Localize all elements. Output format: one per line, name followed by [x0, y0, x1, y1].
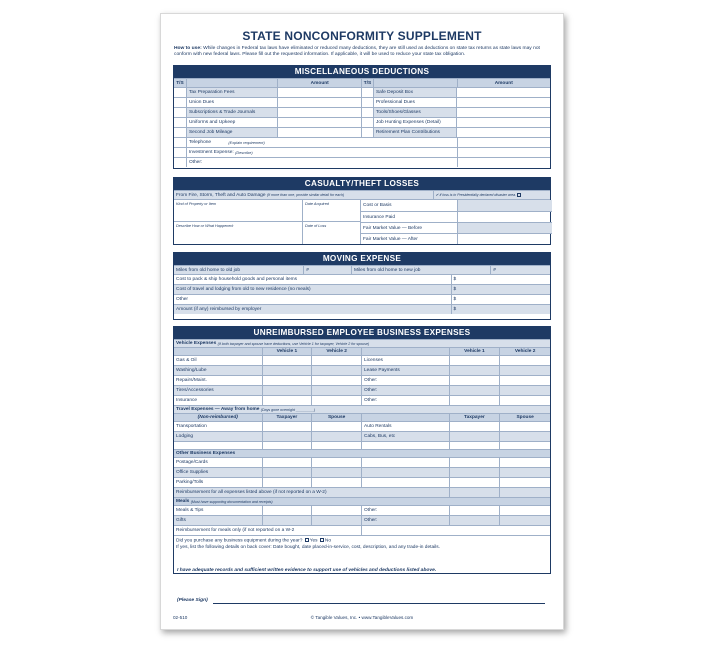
unreimbursed-section: [173, 326, 551, 574]
moving-section: [173, 252, 551, 320]
amount-header-left: Amount: [277, 79, 361, 87]
equipment-row: [174, 535, 550, 551]
yes-checkbox[interactable]: [305, 538, 309, 542]
amount-field[interactable]: [457, 200, 553, 211]
misc-row: Second Job Mileage Retirement Plan Contributions: [174, 127, 550, 137]
casualty-from-row: [174, 190, 550, 199]
biz-row: Office Supplies: [174, 467, 550, 477]
amount-header-right: Amount: [457, 79, 551, 87]
vehicle-row: Tires/Accessories Other:: [174, 385, 550, 395]
biz-row: Postage/Cards: [174, 457, 550, 467]
amount-field[interactable]: [277, 108, 361, 117]
telephone-row: [174, 137, 550, 147]
other-business-label: Other Business Expenses: [176, 451, 236, 456]
other-label: Other:: [186, 158, 457, 167]
amount-field[interactable]: [457, 158, 551, 167]
moving-row: Cost of travel and lodging from old to new residence (no meals) $: [174, 284, 550, 294]
how-to-label: How to use:: [174, 46, 202, 51]
travel-header-row: (Non-reimbursed) Taxpayer Spouse Taxpayer Spouse: [174, 413, 550, 421]
casualty-heading: CASUALTY/THEFT LOSSES: [174, 178, 550, 190]
amount-field[interactable]: [277, 98, 361, 107]
meals-note: (Must have supporting documentation and receipts): [190, 499, 273, 504]
casualty-from-note: (If more than one, provide similar detail for each): [266, 193, 345, 197]
disaster-checkbox[interactable]: [517, 193, 521, 197]
vehicle-note: (If both taxpayer and spouse have deductions, use Vehicle 1 for taxpayer, Vehicle 2 for spouse): [217, 341, 370, 346]
date-of-loss-label: Date of Loss: [302, 222, 360, 244]
other-business-row: [174, 449, 550, 457]
investment-label: Investment Expense:: [188, 150, 234, 155]
ts-header-left: T/S: [176, 80, 184, 86]
vehicle-expenses-row: [174, 339, 550, 347]
reimb-meals-row: [174, 525, 550, 535]
amount-field[interactable]: [277, 88, 361, 97]
amount-field[interactable]: [457, 212, 553, 222]
misc-deductions-section: [173, 65, 551, 169]
reimb-meals-label: Reimbursement for meals only (if not reported on a W-2: [176, 528, 295, 533]
amount-field[interactable]: [456, 88, 550, 97]
investment-note: (Describe): [235, 150, 253, 155]
telephone-label: Telephone: [188, 140, 212, 145]
amount-field[interactable]: [456, 128, 550, 137]
telephone-note: (Explain requirement): [228, 140, 265, 145]
amount-field[interactable]: [457, 223, 553, 233]
moving-row: Amount (if any) reimbursed by employer $: [174, 304, 550, 314]
meals-row: Meals & Tips Other:: [174, 505, 550, 515]
form-title: STATE NONCONFORMITY SUPPLEMENT: [242, 29, 482, 43]
travel-expenses-label: Travel Expenses — Away from home: [176, 407, 260, 412]
please-sign-label: (Please Sign): [177, 598, 208, 603]
misc-row: Union Dues Professional Dues: [174, 97, 550, 107]
misc-row: Tax Preparation Fees Safe Deposit Box: [174, 87, 550, 97]
form-sheet: [160, 13, 564, 630]
misc-row: Subscriptions & Trade Journals Tools/Shoes/Glasses: [174, 107, 550, 117]
purchase-question: Did you purchase any business equipment during the year?: [176, 538, 303, 544]
disaster-note: ✔ if loss is in Presidentially declared disaster area.: [435, 193, 517, 197]
amount-field[interactable]: [456, 98, 550, 107]
attestation: I have adequate records and sufficient written evidence to support use of vehicles and deductions listed above.: [177, 568, 437, 573]
meals-row: Gifts Other:: [174, 515, 550, 525]
no-label: No: [324, 538, 332, 544]
moving-row: Cost to pack & ship household goods and personal items $: [174, 274, 550, 284]
misc-header-row: [174, 78, 550, 87]
amount-field[interactable]: [457, 138, 551, 147]
reimb-all-row: [174, 487, 550, 497]
meals-label: Meals: [176, 499, 190, 504]
yes-label: Yes: [309, 538, 318, 544]
investment-row: [174, 147, 550, 157]
vehicle-expenses-label: Vehicle Expenses: [176, 341, 217, 346]
signature-line[interactable]: [213, 603, 545, 604]
date-acquired-label: Date Acquired: [302, 200, 360, 221]
vehicle-row: Insurance Other:: [174, 395, 550, 405]
how-to-use: [174, 46, 550, 59]
travel-note: (Days gone overnight _________): [260, 407, 316, 412]
vehicle-row: Washing/Lube Lease Payments: [174, 365, 550, 375]
amount-field[interactable]: [456, 108, 550, 117]
if-yes-instructions: If yes, list the following details on back cover: Date bought, date placed-in-service, cost, description, and any trade-in details.: [176, 545, 440, 551]
unreimbursed-heading: UNREIMBURSED EMPLOYEE BUSINESS EXPENSES: [174, 327, 550, 339]
travel-row: Lodging Cabs, Bus, etc: [174, 431, 550, 441]
copyright: © Tangible Values, Inc. • www.TangibleValues.com: [310, 615, 414, 620]
kind-of-property-label: Kind of Property or Item: [176, 202, 217, 206]
old-to-new-label: Miles from old home to new job: [351, 266, 490, 274]
meals-header-row: [174, 497, 550, 505]
amount-field[interactable]: [277, 128, 361, 137]
amount-field[interactable]: [457, 148, 551, 157]
amount-field[interactable]: [456, 118, 550, 127]
vehicle-header-row: Vehicle 1 Vehicle 2 Vehicle 1 Vehicle 2: [174, 347, 550, 355]
vehicle-row: Gas & Oil Licenses: [174, 355, 550, 365]
ts-header-right: T/S: [361, 79, 373, 87]
travel-row: Transportation Auto Rentals: [174, 421, 550, 431]
misc-heading: MISCELLANEOUS DEDUCTIONS: [174, 66, 550, 78]
casualty-section: [173, 177, 551, 245]
miles-row: Miles from old home to old job # Miles from old home to new job #: [174, 265, 550, 274]
misc-row: Uniforms and Upkeep Job Hunting Expenses (Detail): [174, 117, 550, 127]
travel-expenses-row: [174, 405, 550, 413]
reimb-all-label: Reimbursement for all expenses listed above (if not reported on a W-2): [176, 490, 327, 495]
amount-field[interactable]: [277, 118, 361, 127]
how-to-text: While changes in Federal tax laws have eliminated or reduced many deductions, they are still used as deductions on state tax returns as state laws may not conform with new federal laws. Please fill out the requested information. If applicable, it will be used to reduce your state tax obligation.: [174, 46, 540, 58]
moving-heading: MOVING EXPENSE: [174, 253, 550, 265]
moving-row: Other $: [174, 294, 550, 304]
other-row: [174, 157, 550, 167]
amount-field[interactable]: [457, 234, 553, 244]
form-number: 02-510: [173, 615, 188, 620]
biz-row: Parking/Tolls: [174, 477, 550, 487]
vehicle-row: Repairs/Maint. Other:: [174, 375, 550, 385]
casualty-from-label: From Fire, Storm, Theft and Auto Damage: [176, 192, 266, 198]
no-checkbox[interactable]: [320, 538, 324, 542]
old-to-old-label: Miles from old home to old job: [176, 267, 240, 273]
casualty-body: Kind of Property or Item Date Acquired Describe How or What Happened: Date of Loss Cost or Basis Insurance Paid Fair Market Value — Before Fair Market Value — After: [174, 199, 550, 244]
describe-label: Describe How or What Happened:: [176, 224, 234, 228]
